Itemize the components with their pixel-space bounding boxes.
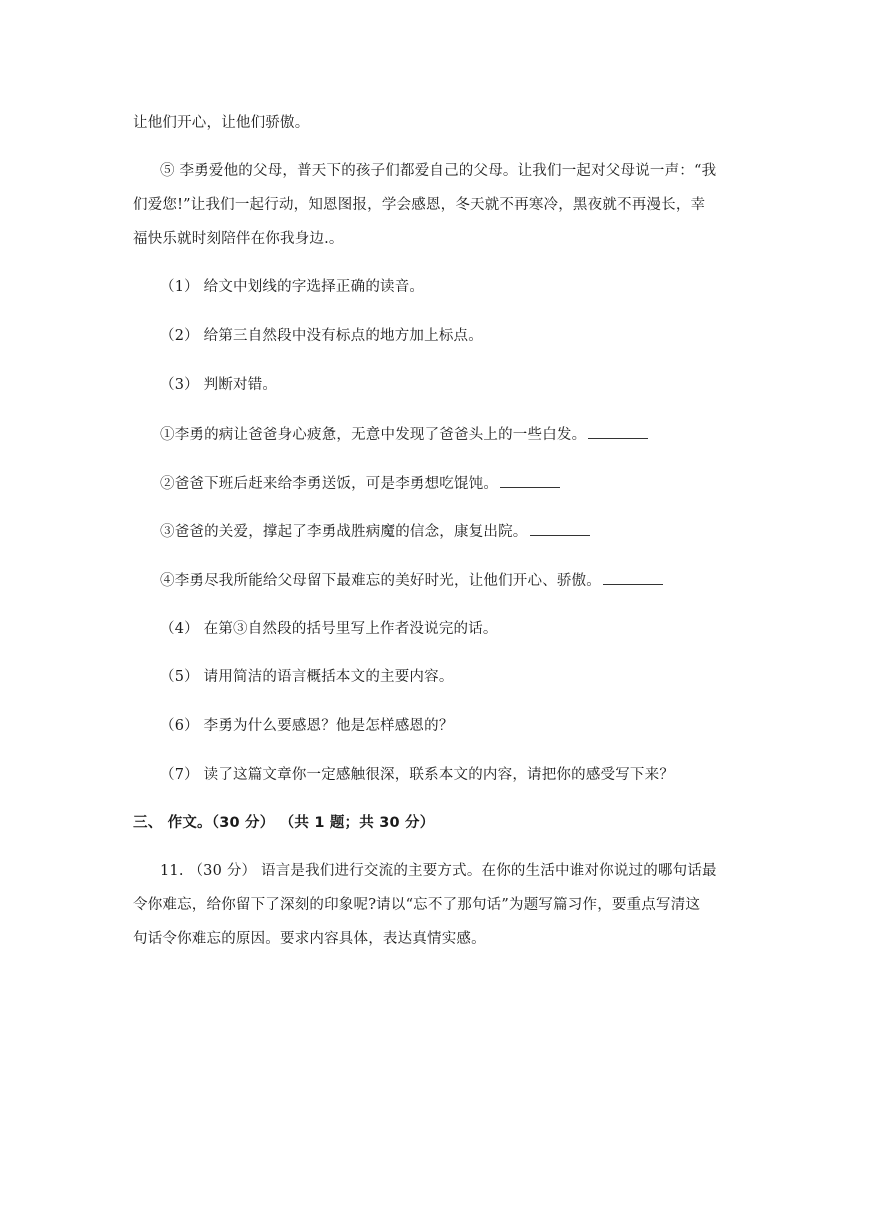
passage-paragraph-5-line: ⑤ 李勇爱他的父母，普天下的孩子们都爱自己的父母。让我们一起对父母说一声：“我 <box>160 163 717 179</box>
question-7: （7） 读了这篇文章你一定感触很深，联系本文的内容，请把你的感受写下来？ <box>160 767 675 783</box>
question-5: （5） 请用简洁的语言概括本文的主要内容。 <box>160 669 454 685</box>
judgement-text: ④李勇尽我所能给父母留下最难忘的美好时光，让他们开心、骄傲。 <box>160 573 601 589</box>
answer-blank[interactable] <box>603 570 663 585</box>
question-11-line: 11. （30 分） 语言是我们进行交流的主要方式。在你的生活中谁对你说过的哪句话最 <box>160 863 717 879</box>
question-3: （3） 判断对错。 <box>160 377 278 393</box>
judgement-item-4 <box>160 570 663 591</box>
question-2: （2） 给第三自然段中没有标点的地方加上标点。 <box>160 328 483 344</box>
judgement-text: ③爸爸的关爱，撑起了李勇战胜病魔的信念，康复出院。 <box>160 524 528 540</box>
judgement-text: ①李勇的病让爸爸身心疲惫，无意中发现了爸爸头上的一些白发。 <box>160 427 587 443</box>
question-11-line: 句话令你难忘的原因。要求内容具体，表达真情实感。 <box>133 931 486 947</box>
answer-blank[interactable] <box>530 521 590 536</box>
question-4: （4） 在第③自然段的括号里写上作者没说完的话。 <box>160 621 498 637</box>
question-6: （6） 李勇为什么要感恩？他是怎样感恩的？ <box>160 718 454 734</box>
question-11-line: 令你难忘，给你留下了深刻的印象呢?请以“忘不了那句话”为题写篇习作，要重点写清这 <box>133 897 701 913</box>
judgement-item-1 <box>160 424 648 445</box>
passage-paragraph-5-line: 们爱您!”让我们一起行动，知恩图报，学会感恩，冬天就不再寒冷，黑夜就不再漫长，幸 <box>133 197 706 213</box>
judgement-text: ②爸爸下班后赶来给李勇送饭，可是李勇想吃馄饨。 <box>160 476 499 492</box>
judgement-item-3 <box>160 521 590 542</box>
section-heading: 三、 作文。（30 分） （共 1 题；共 30 分） <box>133 815 435 831</box>
answer-blank[interactable] <box>500 473 560 488</box>
answer-blank[interactable] <box>588 424 648 439</box>
passage-paragraph-5-line: 福快乐就时刻陪伴在你我身边.。 <box>133 231 344 247</box>
passage-line: 让他们开心，让他们骄傲。 <box>133 115 310 131</box>
judgement-item-2 <box>160 473 560 494</box>
question-1: （1） 给文中划线的字选择正确的读音。 <box>160 279 425 295</box>
